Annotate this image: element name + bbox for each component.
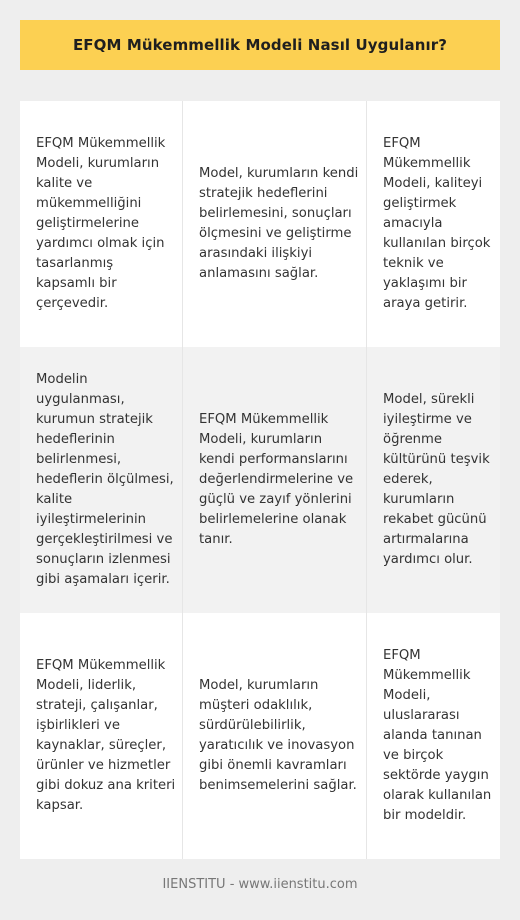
cell-text: Model, kurumların müşteri odaklılık, sürdürülebilirlik, yaratıcılık ve inovasyon gibi önemli kavramları benimsemelerini sağlar. — [199, 678, 357, 793]
cell-text: EFQM Mükemmellik Modeli, kurumların kalite ve mükemmelliğini geliştirmelerine yardımcı olmak için tasarlanmış kapsamlı bir çerçevedir. — [36, 136, 166, 311]
table-cell — [183, 613, 367, 859]
footer-credit: IIENSTITU - www.iienstitu.com — [162, 877, 358, 892]
table-cell — [367, 613, 500, 859]
content-table — [20, 101, 500, 859]
table-cell — [367, 347, 500, 613]
table-cell — [20, 613, 183, 859]
cell-text: EFQM Mükemmellik Modeli, kaliteyi geliştirmek amacıyla kullanılan birçok teknik ve yaklaşımı bir araya getirir. — [383, 136, 491, 311]
table-cell — [20, 101, 183, 347]
title-banner — [20, 20, 500, 70]
table-cell — [367, 101, 500, 347]
page-title: EFQM Mükemmellik Modeli Nasıl Uygulanır? — [72, 36, 448, 54]
table-cell — [183, 347, 367, 613]
cell-text: EFQM Mükemmellik Modeli, kurumların kendi performanslarını değerlendirmelerine ve güçlü ve zayıf yönlerini belirlemelerine olanak tanır. — [199, 412, 354, 547]
cell-text: EFQM Mükemmellik Modeli, uluslararası alanda tanınan ve birçok sektörde yaygın olarak kullanılan bir modeldir. — [383, 648, 492, 823]
cell-text: EFQM Mükemmellik Modeli, liderlik, strateji, çalışanlar, işbirlikleri ve kaynaklar, süreçler, ürünler ve hizmetler gibi dokuz ana kriteri kapsar. — [36, 658, 176, 813]
cell-text: Model, sürekli iyileştirme ve öğrenme kültürünü teşvik ederek, kurumların rekabet gücünü artırmalarına yardımcı olur. — [383, 392, 490, 567]
table-cell — [20, 347, 183, 613]
cell-text: Modelin uygulanması, kurumun stratejik hedeflerinin belirlenmesi, hedeflerin ölçülmesi, kalite iyileştirmelerinin gerçekleştirilmesi ve sonuçların izlenmesi gibi aşamaları içerir. — [36, 372, 174, 587]
cell-text: Model, kurumların kendi stratejik hedeflerini belirlemesini, sonuçları ölçmesini ve geliştirme arasındaki ilişkiyi anlamasını sağlar. — [199, 166, 359, 281]
table-cell — [183, 101, 367, 347]
